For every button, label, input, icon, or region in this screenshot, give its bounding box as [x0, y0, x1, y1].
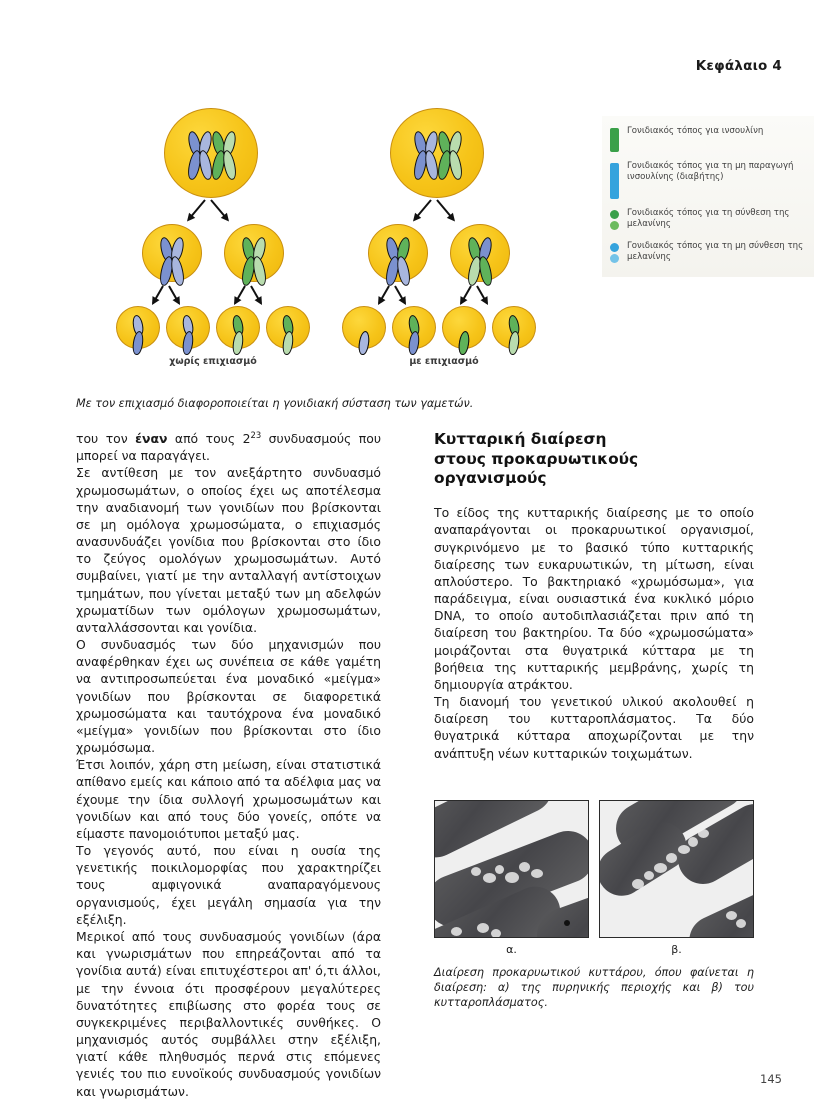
legend-item-no-melanin [610, 241, 806, 265]
micrograph-caption: Διαίρεση προκαρυωτικού κυττάρου, όπου φαίνεται η διαίρεση: α) της πυρηνικής περιοχής και β) του κυτταροπλάσματος. [434, 966, 754, 1010]
blue-bar-swatch [610, 163, 619, 199]
division-arrow [394, 286, 406, 304]
division-arrow [188, 199, 206, 220]
legend-item-label: Γονιδιακός τόπος για τη μη παραγωγή ινσουλίνης (διαβήτης) [627, 161, 794, 183]
meiosis-figure [74, 100, 814, 385]
green-bar-swatch [610, 128, 619, 152]
division-arrow [152, 286, 164, 304]
legend-item-label: Γονιδιακός τόπος για τη μη σύνθεση της μελανίνης [627, 241, 804, 263]
division-arrow [234, 286, 246, 304]
paragraph: Σε αντίθεση με τον ανεξάρτητο συνδυασμό χρωμοσωμάτων, ο οποίος έχει ως αποτέλεσμα την αναδιανομή των γονιδίων που βρίσκονται σε μη ομόλογα χρωμοσώματα, ο επιχιασμός ανασυνδυάζει γονίδια που βρίσκονται στο ίδιο το ζεύγος ομολόγων χρωμοσωμάτων. Αυτό συμβαίνει, γιατί με την ανταλλαγή αντίστοιχων τμημάτων, που γίνεται μεταξύ των μη αδελφών χρωματίδων των ομόλογων χρωμοσωμάτων, ανταλλάσσονται και γονίδια. [76, 465, 381, 635]
diagram-branch-without-crossover [104, 100, 319, 370]
division-arrow [378, 286, 390, 304]
micrograph-image-a [434, 800, 589, 938]
meiosis-diagram [104, 100, 564, 370]
division-arrow [168, 286, 180, 304]
body-column-left [76, 430, 381, 1100]
paragraph: Το γεγονός αυτό, που είναι η ουσία της γενετικής ποικιλομορφίας που χαρακτηρίζει τους αμφιγονικά αναπαραγόμενους οργανισμούς, έχει μεγάλη σημασία για την εξέλιξη. [76, 843, 381, 927]
division-arrow [414, 199, 432, 220]
gamete-cell-recombinant [442, 306, 486, 349]
blue-dots-swatch [610, 243, 619, 265]
daughter-cell [142, 224, 202, 282]
paragraph: Έτσι λοιπόν, χάρη στη μείωση, είναι στατιστικά απίθανο εμείς και κάποιο από τα αδέλφια μας να έχουμε την ίδια συλλογή χρωμοσωμάτων και γονιδίων και από τους δύο γονείς, οπότε να είμαστε πανομοιότυποι μεταξύ μας. [76, 757, 381, 841]
paragraph: Ο συνδυασμός των δύο μηχανισμών που αναφέρθηκαν έχει ως συνέπεια σε κάθε γαμέτη να αντιπροσωπεύεται ένα μοναδικό «μείγμα» γονιδίων που βρίσκονται σε διαφορετικά χρωμοσώματα και ταυτόχρονα ένα μοναδικό «μείγμα» γονιδίων που βρίσκονται στο ίδιο χρωμόσωμα. [76, 637, 381, 756]
micrograph-label-a: α. [506, 943, 517, 956]
paragraph: του τον έναν από τους $2^{23}$ συνδυασμούς που μπορεί να παραγάγει. [76, 429, 381, 464]
legend-item-melanin [610, 208, 806, 232]
section-title-line-1: Κυτταρική διαίρεση [434, 430, 607, 448]
gamete-cell [216, 306, 260, 349]
division-arrow [436, 199, 454, 220]
figure-caption: Με τον επιχιασμό διαφοροποιείται η γονιδιακή σύσταση των γαμετών. [76, 397, 474, 410]
parent-cell [164, 108, 258, 198]
division-arrow [476, 286, 488, 304]
gamete-cell [266, 306, 310, 349]
division-arrow [210, 199, 228, 220]
gamete-cell [492, 306, 536, 349]
daughter-cell [224, 224, 284, 282]
gamete-cell [166, 306, 210, 349]
section-title-line-2: στους προκαρυωτικούς οργανισμούς [434, 449, 639, 488]
body-column-right [434, 430, 754, 762]
page-number: 145 [760, 1072, 782, 1086]
legend-item-no-insulin [610, 161, 806, 199]
legend-item-insulin [610, 126, 806, 152]
gamete-cell-recombinant [392, 306, 436, 349]
section-title [434, 430, 754, 489]
legend-item-label: Γονιδιακός τόπος για τη σύνθεση της μελανίνης [627, 208, 790, 230]
diagram-label-without-crossover: χωρίς επιχιασμό [169, 356, 257, 367]
paragraph: Το είδος της κυτταρικής διαίρεσης με το οποίο αναπαράγονται οι προκαρυωτικοί οργανισμοί, συγκρινόμενο με το βασικό τύπο κυτταρικής διαίρεσης των ευκαρυωτικών, τη μίτωση, είναι απλούστερο. Το βακτηριακό «χρωμόσωμα», για παράδειγμα, είναι ουσιαστικά ένα κυκλικό μόριο DNA, το οποίο αυτοδιπλασιάζεται πριν από τη διαίρεση του βακτηρίου. Τα δύο «χρωμοσώματα» μοιράζονται στα θυγατρικά κύτταρα με τη βοήθεια της κυτταρικής μεμβράνης, χωρίς τη δημιουργία ατράκτου. [434, 505, 754, 692]
chapter-heading: Κεφάλαιο 4 [695, 58, 782, 74]
gamete-cell [116, 306, 160, 349]
daughter-cell-recombinant [368, 224, 428, 282]
micrograph-image-b [599, 800, 754, 938]
gamete-cell [342, 306, 386, 349]
diagram-branch-with-crossover [332, 100, 547, 370]
division-arrow [460, 286, 472, 304]
parent-cell [390, 108, 484, 198]
micrograph-label-b: β. [671, 943, 682, 956]
division-arrow [250, 286, 262, 304]
micrograph-block [434, 800, 754, 1011]
paragraph: Τη διανομή του γενετικού υλικού ακολουθεί η διαίρεση του κυτταροπλάσματος. Τα δύο θυγατρικά κύτταρα αποχωρίζονται με την ανάπτυξη νέων κυτταρικών τοιχωμάτων. [434, 694, 754, 761]
daughter-cell-recombinant [450, 224, 510, 282]
paragraph: Μερικοί από τους συνδυασμούς γονιδίων (άρα και γνωρισμάτων που επηρεάζονται από τα γονίδια αυτά) είναι επιτυχέστεροι απ' ό,τι άλλοι, με την έννοια ότι προσφέρουν μεγαλύτερες δυνατότητες επιβίωσης στο φορέα τους σε συγκεκριμένες περιβαλλοντικές συνθήκες. Ο μηχανισμός αυτός συμβάλλει στην εξέλιξη, γιατί κάθε πληθυσμός περνά στις επόμενες γενιές του πιο ευνοϊκούς συνδυασμούς γονιδίων και γνωρισμάτων. [76, 928, 381, 1099]
green-dots-swatch [610, 210, 619, 232]
legend-item-label: Γονιδιακός τόπος για ινσουλίνη [627, 126, 764, 136]
figure-legend [602, 116, 814, 277]
diagram-label-with-crossover: με επιχιασμό [409, 356, 479, 367]
